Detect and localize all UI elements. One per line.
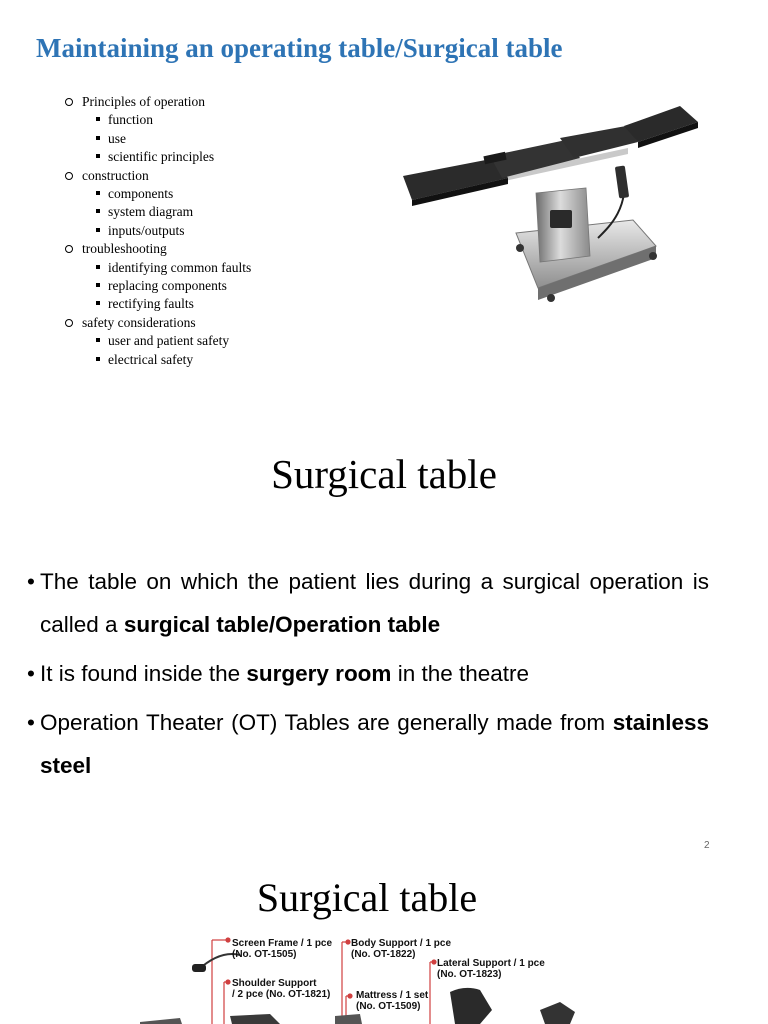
outline-item-label: safety considerations: [82, 314, 196, 330]
part-code: (No. OT-1509): [356, 1001, 421, 1012]
part-name: Screen Frame / 1 pce: [232, 938, 333, 949]
bullet-text: Operation Theater (OT) Tables are generally made from: [40, 710, 613, 735]
page-number: 2: [704, 840, 710, 851]
part-code: (No. OT-1823): [437, 969, 502, 980]
part-code: / 2 pce (No. OT-1821): [232, 989, 331, 1000]
outline-item: [62, 314, 251, 369]
outline-subitem: components: [82, 185, 251, 203]
outline-item-label: construction: [82, 167, 149, 183]
outline-subitem: function: [82, 111, 251, 129]
outline-subitem: user and patient safety: [82, 332, 251, 350]
bullet-text: The table on which the patient lies during a surgical operation is called a: [40, 569, 709, 637]
bullet-text-tail: in the theatre: [391, 661, 530, 686]
outline-subitem: use: [82, 130, 251, 148]
outline-subitem: inputs/outputs: [82, 222, 251, 240]
slide2-title: Surgical table: [271, 451, 497, 497]
slide3-title: Surgical table: [256, 875, 478, 920]
bullet-item: [27, 701, 709, 787]
bullet-bold: stainless steel: [40, 710, 709, 778]
outline-item: [62, 240, 251, 314]
part-label-mattress: [356, 990, 428, 1012]
bullet-bold: surgery room: [246, 661, 392, 686]
outline-subitem: replacing components: [82, 277, 251, 295]
outline-item: [62, 93, 251, 167]
outline-subitem: system diagram: [82, 203, 251, 221]
part-label-lateral-support: [437, 958, 545, 980]
outline-subitem: electrical safety: [82, 351, 251, 369]
part-name: Body Support / 1 pce: [351, 938, 452, 949]
outline-item-label: troubleshooting: [82, 241, 167, 257]
bullet-list: [27, 560, 709, 793]
outline-item-label: Principles of operation: [82, 94, 205, 109]
part-code: (No. OT-1822): [351, 949, 416, 960]
outline-subitem: rectifying faults: [82, 295, 251, 313]
outline-subitem: scientific principles: [82, 148, 251, 166]
part-name: Shoulder Support: [232, 978, 317, 989]
slide1-title: Maintaining an operating table/Surgical table: [36, 33, 563, 63]
outline-subitem: identifying common faults: [82, 259, 251, 277]
bullet-bold: surgical table/Operation table: [123, 612, 441, 637]
outline-item: [62, 167, 251, 241]
part-label-body-support: [351, 938, 451, 960]
surgical-table-image: [398, 98, 703, 308]
part-label-shoulder-support: [232, 978, 330, 1000]
topic-outline: [62, 93, 251, 369]
part-code: (No. OT-1505): [232, 949, 297, 960]
bullet-text: It is found inside the: [40, 661, 247, 686]
bullet-item: [27, 652, 709, 695]
part-label-screen-frame: [232, 938, 332, 960]
part-name: Lateral Support / 1 pce: [437, 958, 545, 969]
part-name: Mattress / 1 set: [356, 990, 429, 1001]
bullet-item: [27, 560, 709, 646]
